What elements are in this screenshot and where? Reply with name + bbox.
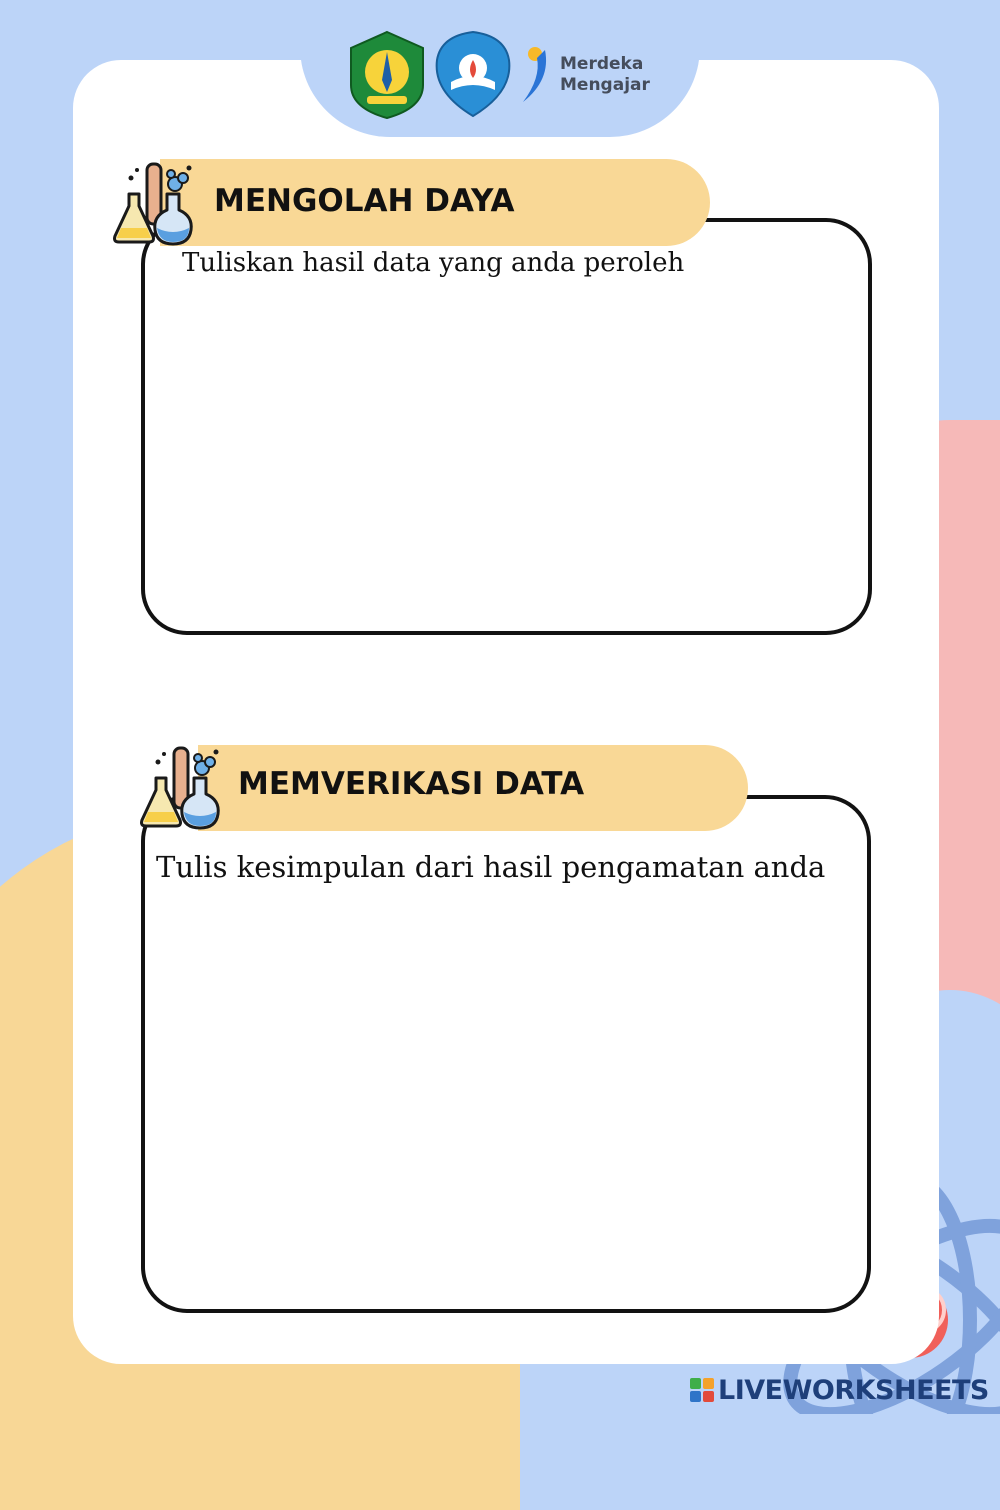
section-1-prompt: Tuliskan hasil data yang anda peroleh [182,248,685,278]
merdeka-mengajar-brand-text [560,54,650,96]
university-logo-icon [351,32,423,118]
section-1-title: MENGOLAH DAYA [214,183,515,219]
brand-line-2: Mengajar [560,75,650,95]
merdeka-mengajar-logo-icon [523,47,546,102]
liveworksheets-logo[interactable] [690,1374,989,1406]
lab-flasks-icon [111,158,203,248]
lab-flasks-icon [138,742,230,832]
brand-line-1: Merdeka [560,54,644,74]
liveworksheets-watermark: LIVEWORKSHEETS [718,1374,989,1406]
answer-box-1[interactable] [141,218,872,635]
section-2-title: MEMVERIKASI DATA [238,766,585,802]
tut-wuri-handayani-logo-icon [437,32,510,116]
section-2-prompt: Tulis kesimpulan dari hasil pengamatan anda [156,850,826,884]
liveworksheets-badge-icon [690,1378,714,1402]
